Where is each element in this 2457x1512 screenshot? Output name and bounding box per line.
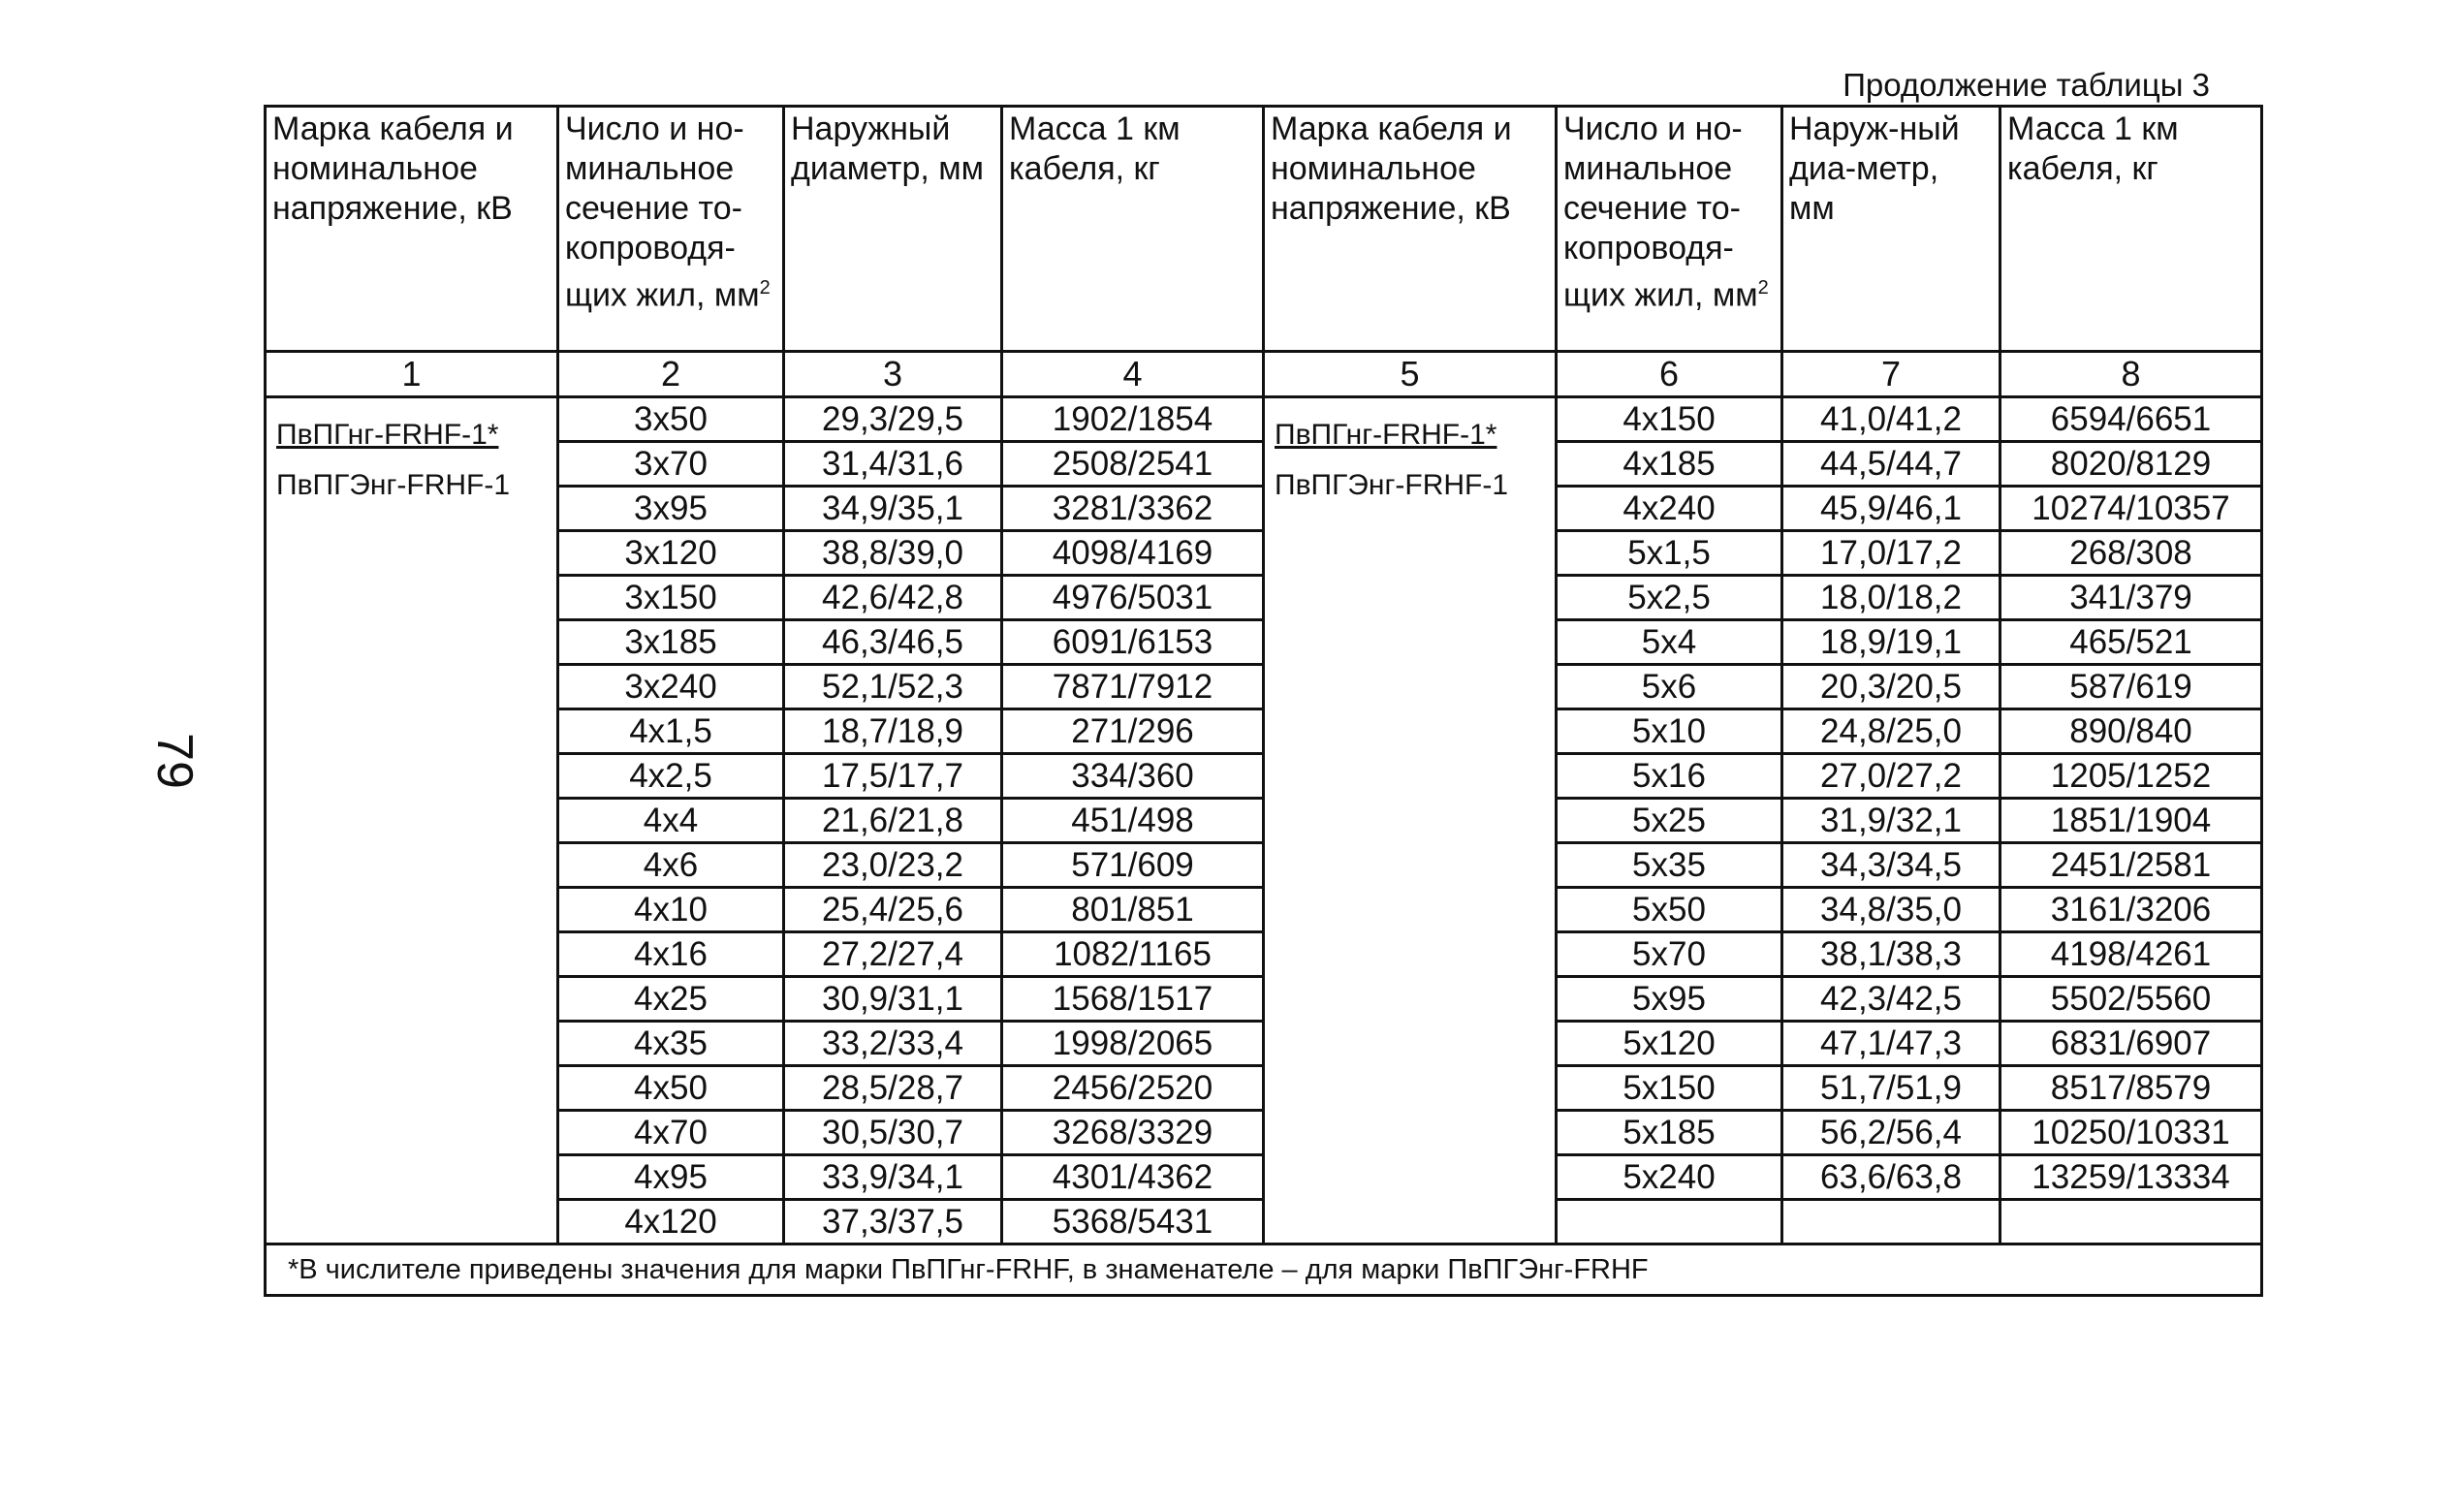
header-mass [1002,107,1264,352]
cell-mass: 1205/1252 [2000,754,2262,799]
cell-section: 3x185 [558,620,784,665]
cell-diameter: 38,8/39,0 [784,531,1002,576]
cell-diameter: 45,9/46,1 [1782,487,2000,531]
cell-mass: 8020/8129 [2000,442,2262,487]
cell-diameter: 34,3/34,5 [1782,843,2000,888]
cell-mass: 3281/3362 [1002,487,1264,531]
page-number: 79 [146,733,203,789]
cell-mass: 8517/8579 [2000,1066,2262,1111]
cell-section: 5x120 [1557,1022,1782,1066]
header-diameter-text: Наружный диаметр, мм [791,110,985,187]
header-mass-text: Масса 1 км кабеля, кг [1009,110,1181,187]
brand-name-secondary: ПвПГЭнг-FRHF-1 [276,469,511,501]
header-mass-right-text: Масса 1 км кабеля, кг [2007,110,2179,187]
cell-diameter: 51,7/51,9 [1782,1066,2000,1111]
brand-cell-left [266,397,558,1244]
cell-section: 3x120 [558,531,784,576]
cell-section: 5x35 [1557,843,1782,888]
header-section-right-text: Число и но-минальное сечение то-копроводя-щих жил, мм [1563,110,1758,314]
cell-mass: 801/851 [1002,888,1264,932]
cell-mass: 268/308 [2000,531,2262,576]
brand-cell-right [1264,397,1557,1244]
cell-section: 4x35 [558,1022,784,1066]
header-section-right-unit: 2 [1757,277,1769,299]
cell-diameter: 27,0/27,2 [1782,754,2000,799]
cell-section: 5x2,5 [1557,576,1782,620]
header-diameter-right [1782,107,2000,352]
cell-section: 4x6 [558,843,784,888]
cell-mass: 571/609 [1002,843,1264,888]
column-number: 2 [558,352,784,397]
table-row [266,397,2262,442]
cell-section: 5x4 [1557,620,1782,665]
footnote-row [266,1244,2262,1296]
cell-diameter: 18,0/18,2 [1782,576,2000,620]
table-caption: Продолжение таблицы 3 [1843,67,2210,103]
cell-mass: 4301/4362 [1002,1155,1264,1200]
cell-section: 4x120 [558,1200,784,1244]
cell-mass: 2451/2581 [2000,843,2262,888]
cell-diameter: 30,9/31,1 [784,977,1002,1022]
cell-section: 4x150 [1557,397,1782,442]
cell-diameter: 24,8/25,0 [1782,709,2000,754]
empty-cell [1782,1200,2000,1244]
column-number: 5 [1264,352,1557,397]
cell-section: 5x150 [1557,1066,1782,1111]
cell-section: 3x95 [558,487,784,531]
cell-diameter: 27,2/27,4 [784,932,1002,977]
brand-name-primary: ПвПГнг-FRHF-1* [276,419,499,451]
header-brand [266,107,558,352]
cell-section: 4x185 [1557,442,1782,487]
cell-diameter: 34,8/35,0 [1782,888,2000,932]
cell-mass: 1568/1517 [1002,977,1264,1022]
header-mass-right [2000,107,2262,352]
cell-mass: 1902/1854 [1002,397,1264,442]
cell-section: 3x240 [558,665,784,709]
column-number-row [266,352,2262,397]
table-body [266,397,2262,1244]
cell-mass: 3268/3329 [1002,1111,1264,1155]
header-brand-text: Марка кабеля и номинальное напряжение, кВ [272,110,514,227]
cell-mass: 587/619 [2000,665,2262,709]
column-number: 3 [784,352,1002,397]
cell-mass: 4198/4261 [2000,932,2262,977]
cell-diameter: 33,2/33,4 [784,1022,1002,1066]
cell-diameter: 17,5/17,7 [784,754,1002,799]
column-number: 7 [1782,352,2000,397]
cell-section: 4x70 [558,1111,784,1155]
cell-section: 3x150 [558,576,784,620]
cell-section: 4x95 [558,1155,784,1200]
cell-section: 5x25 [1557,799,1782,843]
cell-mass: 451/498 [1002,799,1264,843]
cell-section: 5x6 [1557,665,1782,709]
cell-mass: 465/521 [2000,620,2262,665]
cell-mass: 890/840 [2000,709,2262,754]
empty-cell [1557,1200,1782,1244]
cell-diameter: 29,3/29,5 [784,397,1002,442]
cell-mass: 10274/10357 [2000,487,2262,531]
cell-diameter: 20,3/20,5 [1782,665,2000,709]
cell-diameter: 47,1/47,3 [1782,1022,2000,1066]
cell-mass: 271/296 [1002,709,1264,754]
column-number: 4 [1002,352,1264,397]
cell-diameter: 38,1/38,3 [1782,932,2000,977]
brand-name-secondary: ПвПГЭнг-FRHF-1 [1275,469,1509,501]
header-section [558,107,784,352]
empty-cell [2000,1200,2262,1244]
cell-mass: 2456/2520 [1002,1066,1264,1111]
cell-mass: 1082/1165 [1002,932,1264,977]
cell-mass: 5368/5431 [1002,1200,1264,1244]
cell-mass: 6091/6153 [1002,620,1264,665]
cell-diameter: 25,4/25,6 [784,888,1002,932]
header-brand-right-text: Марка кабеля и номинальное напряжение, кВ [1271,110,1512,227]
header-section-text: Число и но-минальное сечение то-копроводя-щих жил, мм [565,110,760,314]
cell-section: 4x10 [558,888,784,932]
cell-diameter: 42,3/42,5 [1782,977,2000,1022]
cell-mass: 5502/5560 [2000,977,2262,1022]
header-row [266,107,2262,352]
cell-diameter: 37,3/37,5 [784,1200,1002,1244]
header-diameter-right-text: Наруж-ный диа-метр, мм [1789,110,1960,227]
cell-section: 5x70 [1557,932,1782,977]
column-number: 8 [2000,352,2262,397]
cell-mass: 1851/1904 [2000,799,2262,843]
cell-diameter: 31,4/31,6 [784,442,1002,487]
cell-section: 5x16 [1557,754,1782,799]
cell-mass: 4976/5031 [1002,576,1264,620]
header-section-unit: 2 [759,277,771,299]
cell-diameter: 18,7/18,9 [784,709,1002,754]
cell-section: 5x185 [1557,1111,1782,1155]
header-section-right [1557,107,1782,352]
cell-mass: 1998/2065 [1002,1022,1264,1066]
cell-diameter: 44,5/44,7 [1782,442,2000,487]
cell-diameter: 34,9/35,1 [784,487,1002,531]
cell-diameter: 18,9/19,1 [1782,620,2000,665]
cell-section: 5x240 [1557,1155,1782,1200]
cell-diameter: 56,2/56,4 [1782,1111,2000,1155]
cell-section: 3x50 [558,397,784,442]
footnote: *В числителе приведены значения для марки ПвПГнг-FRHF, в знаменателе – для марки ПвПГЭнг-FRHF [266,1244,2262,1296]
cell-diameter: 28,5/28,7 [784,1066,1002,1111]
cell-diameter: 17,0/17,2 [1782,531,2000,576]
cell-mass: 10250/10331 [2000,1111,2262,1155]
column-number: 1 [266,352,558,397]
cell-diameter: 21,6/21,8 [784,799,1002,843]
cell-mass: 4098/4169 [1002,531,1264,576]
header-diameter [784,107,1002,352]
cell-diameter: 33,9/34,1 [784,1155,1002,1200]
cell-diameter: 52,1/52,3 [784,665,1002,709]
cell-mass: 7871/7912 [1002,665,1264,709]
cell-section: 4x25 [558,977,784,1022]
cell-section: 4x240 [1557,487,1782,531]
cell-section: 5x95 [1557,977,1782,1022]
cell-diameter: 23,0/23,2 [784,843,1002,888]
cell-mass: 3161/3206 [2000,888,2262,932]
cell-section: 5x1,5 [1557,531,1782,576]
cell-diameter: 46,3/46,5 [784,620,1002,665]
cell-diameter: 41,0/41,2 [1782,397,2000,442]
column-number: 6 [1557,352,1782,397]
cell-diameter: 31,9/32,1 [1782,799,2000,843]
cell-mass: 13259/13334 [2000,1155,2262,1200]
brand-name-primary: ПвПГнг-FRHF-1* [1275,419,1497,451]
cell-mass: 6831/6907 [2000,1022,2262,1066]
cell-section: 4x4 [558,799,784,843]
cell-section: 3x70 [558,442,784,487]
cell-section: 4x16 [558,932,784,977]
cable-spec-table [264,105,2263,1297]
cell-mass: 6594/6651 [2000,397,2262,442]
cell-diameter: 63,6/63,8 [1782,1155,2000,1200]
cell-mass: 2508/2541 [1002,442,1264,487]
cell-section: 5x50 [1557,888,1782,932]
cell-diameter: 30,5/30,7 [784,1111,1002,1155]
cell-section: 4x2,5 [558,754,784,799]
cell-section: 5x10 [1557,709,1782,754]
cell-diameter: 42,6/42,8 [784,576,1002,620]
cell-section: 4x50 [558,1066,784,1111]
cell-section: 4x1,5 [558,709,784,754]
cell-mass: 341/379 [2000,576,2262,620]
cell-mass: 334/360 [1002,754,1264,799]
header-brand-right [1264,107,1557,352]
